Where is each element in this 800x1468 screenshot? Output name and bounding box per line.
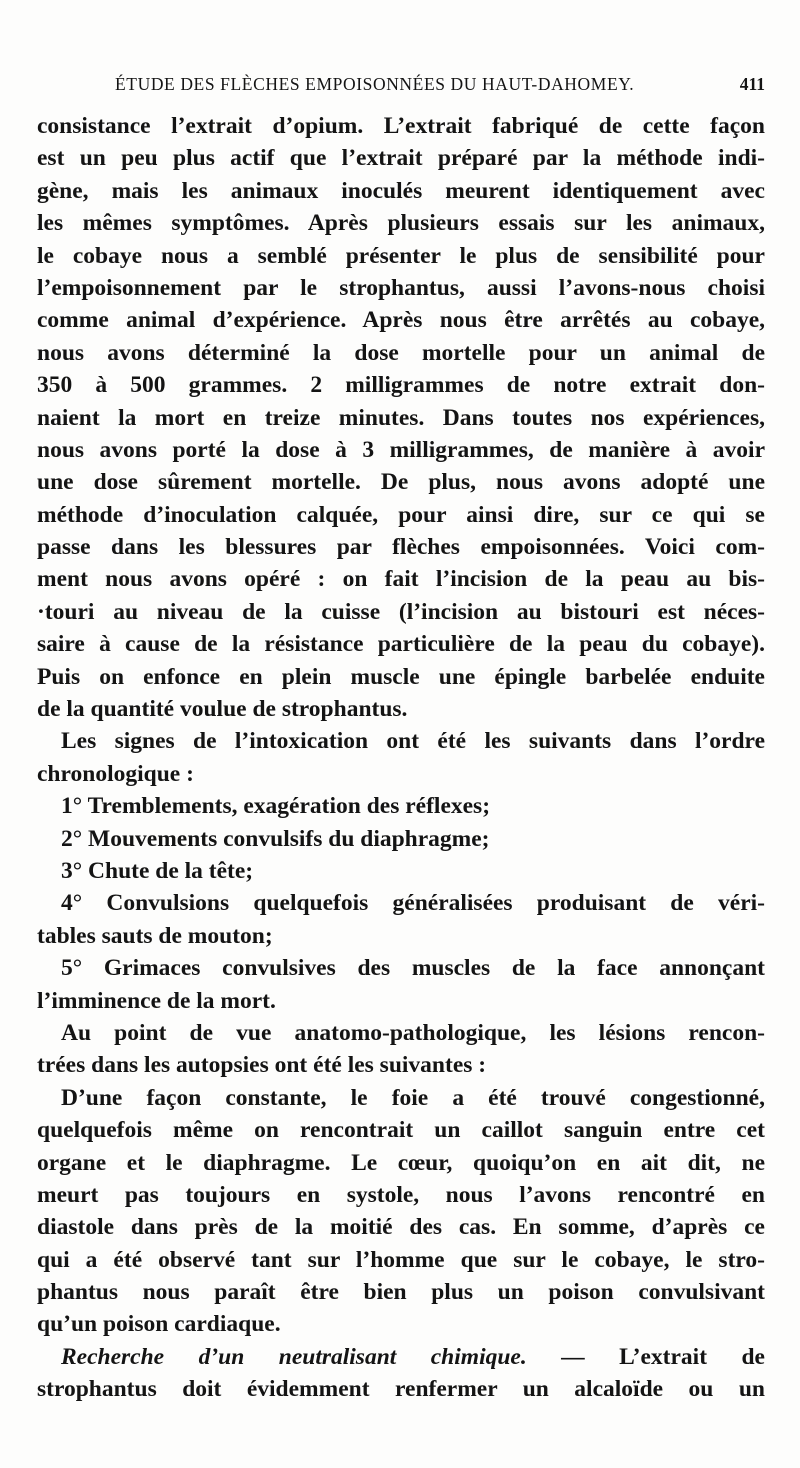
- section-title: Recherche d’un neutralisant chimique.: [61, 1343, 527, 1370]
- list-item-continuation: l’imminence de la mort.: [37, 987, 276, 1014]
- text-line: consistance l’extrait d’opium. L’extrait fabriqué de cette façon: [37, 113, 765, 139]
- list-item: 2° Mouvements convulsifs du diaphragme;: [61, 825, 490, 852]
- text-line: meurt pas toujours en systole, nous l’avons rencontré en: [37, 1181, 765, 1208]
- text-line: naient la mort en treize minutes. Dans toutes nos expériences,: [37, 404, 765, 431]
- text-line: Au point de vue anatomo-pathologique, les lésions rencon-: [61, 1019, 765, 1046]
- symptom-list: [37, 790, 765, 1017]
- text-line: saire à cause de la résistance particulière de la peau du cobaye).: [37, 631, 765, 658]
- list-item: 4° Convulsions quelquefois généralisées produisant de véri-: [61, 890, 765, 917]
- paragraph: [37, 1341, 765, 1406]
- text-line: gène, mais les animaux inoculés meurent identiquement avec: [37, 177, 765, 204]
- body-text: [37, 110, 765, 1406]
- section-heading-line: [37, 1341, 765, 1373]
- running-title: ÉTUDE DES FLÈCHES EMPOISONNÉES DU HAUT-DAHOMEY.: [115, 74, 635, 94]
- text-line: chronologique :: [37, 760, 194, 787]
- text-line: les mêmes symptômes. Après plusieurs essais sur les animaux,: [37, 210, 765, 237]
- page-header: [37, 74, 765, 100]
- text-line: l’empoisonnement par le strophantus, aussi l’avons-nous choisi: [37, 274, 765, 301]
- text-line: nous avons déterminé la dose mortelle pour un animal de: [37, 339, 765, 366]
- paragraph: [37, 1017, 765, 1082]
- text-line: le cobaye nous a semblé présenter le plus de sensibilité pour: [37, 242, 765, 269]
- text-line: diastole dans près de la moitié des cas. En somme, d’après ce: [37, 1214, 765, 1241]
- text-line: phantus nous paraît être bien plus un poison convulsivant: [37, 1279, 765, 1306]
- paragraph: [37, 1082, 765, 1341]
- list-item-continuation: tables sauts de mouton;: [37, 922, 273, 949]
- text-line: qu’un poison cardiaque.: [37, 1311, 281, 1338]
- list-item: 3° Chute de la tête;: [61, 857, 254, 884]
- section-title-continuation: — L’extrait de: [526, 1343, 765, 1370]
- text-line: organe et le diaphragme. Le cœur, quoiqu’on en ait dit, ne: [37, 1149, 765, 1176]
- text-line: Les signes de l’intoxication ont été les suivants dans l’ordre: [61, 728, 765, 755]
- list-item: 5° Grimaces convulsives des muscles de la face annonçant: [61, 955, 765, 982]
- text-line: Puis on enfonce en plein muscle une épingle barbelée enduite: [37, 663, 765, 690]
- text-line: quelquefois même on rencontrait un caillot sanguin entre cet: [37, 1117, 765, 1144]
- text-line: 350 à 500 grammes. 2 milligrammes de notre extrait don-: [37, 372, 765, 399]
- text-line: une dose sûrement mortelle. De plus, nous avons adopté une: [37, 469, 765, 496]
- text-line: qui a été observé tant sur l’homme que sur le cobaye, le stro-: [37, 1246, 765, 1273]
- text-line: strophantus doit évidemment renfermer un alcaloïde ou un: [37, 1376, 765, 1403]
- text-line: méthode d’inoculation calquée, pour ainsi dire, sur ce qui se: [37, 501, 765, 528]
- paragraph: [37, 725, 765, 790]
- text-line: ment nous avons opéré : on fait l’incision de la peau au bis-: [37, 566, 765, 593]
- text-line: est un peu plus actif que l’extrait préparé par la méthode indi-: [37, 145, 765, 172]
- text-line: trées dans les autopsies ont été les suivantes :: [37, 1052, 487, 1079]
- text-line: D’une façon constante, le foie a été trouvé congestionné,: [61, 1084, 765, 1111]
- page-number: 411: [739, 74, 765, 94]
- text-line: nous avons porté la dose à 3 milligrammes, de manière à avoir: [37, 436, 765, 463]
- text-line: de la quantité voulue de strophantus.: [37, 696, 408, 723]
- list-item: 1° Tremblements, exagération des réflexes;: [61, 793, 491, 820]
- text-line: passe dans les blessures par flèches empoisonnées. Voici com-: [37, 534, 765, 561]
- text-line: ·touri au niveau de la cuisse (l’incision au bistouri est néces-: [37, 598, 765, 625]
- text-line: comme animal d’expérience. Après nous être arrêtés au cobaye,: [37, 307, 765, 334]
- paragraph: [37, 110, 765, 725]
